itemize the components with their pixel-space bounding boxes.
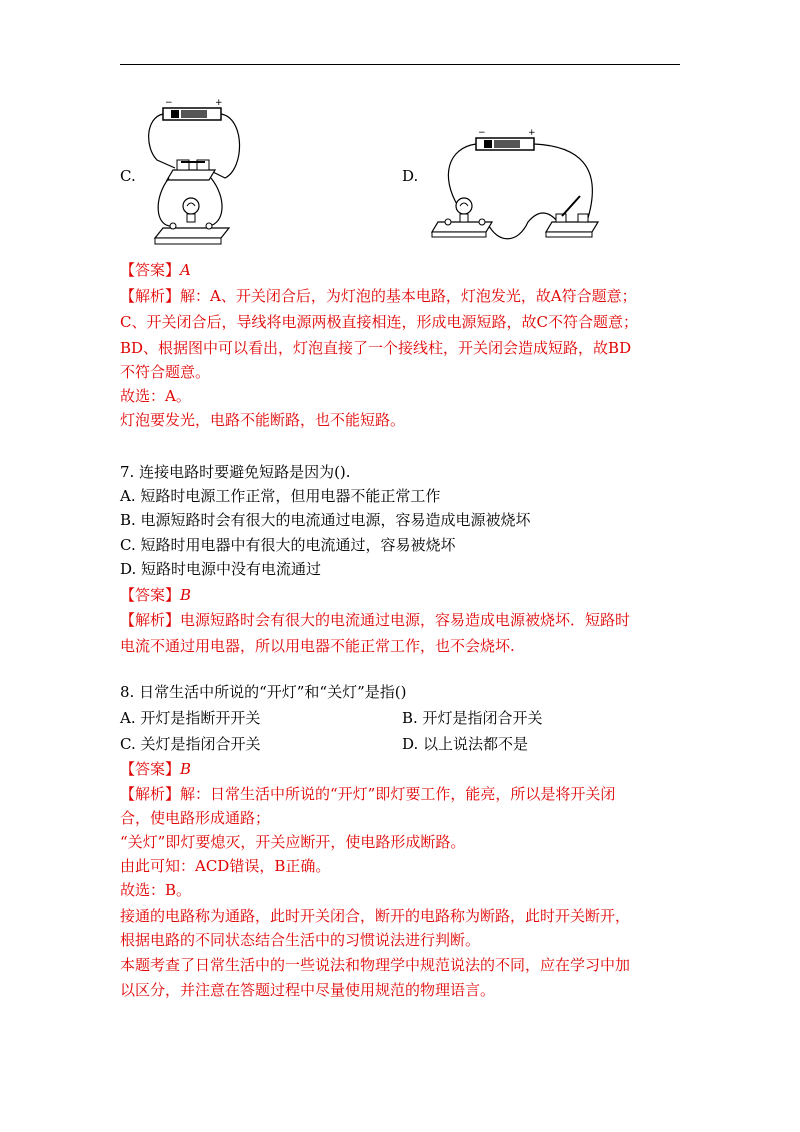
header-rule [120,64,680,65]
q8-analysis-line-1: 【解析】解：日常生活中所说的“开灯”即灯要工作，能亮，所以是将开关闭 [120,785,616,803]
q8-analysis-line-9: 以区分，并注意在答题过程中尽量使用规范的物理语言。 [120,981,496,999]
q7-option-d: D. 短路时电源中没有电流通过 [120,560,322,578]
q7-answer: 【答案】B [120,586,192,604]
circuit-figure-d [428,126,608,244]
q8-analysis-line-3: “关灯”即灯要熄灭，开关应断开，使电路形成断路。 [120,833,466,851]
q6-analysis-line-1: 【解析】解：A、开关闭合后，为灯泡的基本电路，灯泡发光，故A符合题意； [120,287,637,305]
q8-analysis-line-4: 由此可知：ACD错误，B正确。 [120,857,331,875]
q7-option-b: B. 电源短路时会有很大的电流通过电源，容易造成电源被烧坏 [120,511,531,529]
q7-option-c: C. 短路时用电器中有很大的电流通过，容易被烧坏 [120,536,456,554]
q8-option-c: C. 关灯是指闭合开关 [120,735,261,753]
q6-answer: 【答案】A [120,261,191,279]
q8-analysis-line-8: 本题考查了日常生活中的一些说法和物理学中规范说法的不同，应在学习中加 [120,956,631,974]
q8-option-b: B. 开灯是指闭合开关 [402,709,543,727]
q8-stem: 8. 日常生活中所说的“开灯”和“关灯”是指() [120,683,407,701]
q8-option-a: A. 开灯是指断开开关 [120,709,261,727]
q8-analysis-line-6: 接通的电路称为通路，此时开关闭合，断开的电路称为断路，此时开关断开， [120,907,631,925]
svg-text:−: − [478,128,486,138]
q6-analysis-line-3: BD、根据图中可以看出，灯泡直接了一个接线柱，开关闭会造成短路，故BD [120,339,632,357]
q6-note: 灯泡要发光，电路不能断路，也不能短路。 [120,411,406,429]
q8-analysis-line-2: 合，使电路形成通路； [120,809,271,827]
svg-text:+: + [215,98,223,108]
figure-c-label: C. [120,167,136,185]
q6-select: 故选：A。 [120,387,191,405]
svg-text:−: − [165,98,173,108]
q8-answer: 【答案】B [120,760,192,778]
q7-analysis-line-1: 【解析】电源短路时会有很大的电流通过电源，容易造成电源被烧坏．短路时 [120,611,631,629]
q6-analysis-line-4: 不符合题意。 [120,363,211,381]
q8-analysis-line-7: 根据电路的不同状态结合生活中的习惯说法进行判断。 [120,931,481,949]
q8-analysis-line-5: 故选：B。 [120,881,192,899]
q8-option-d: D. 以上说法都不是 [402,735,529,753]
svg-text:+: + [528,128,536,138]
q7-analysis-line-2: 电流不通过用电器，所以用电器不能正常工作，也不会烧坏. [120,637,515,655]
q6-analysis-line-2: C、开关闭合后，导线将电源两极直接相连，形成电源短路，故C不符合题意； [120,313,638,331]
q7-option-a: A. 短路时电源工作正常，但用电器不能正常工作 [120,487,441,505]
circuit-figure-c [145,98,245,248]
figure-d-label: D. [402,167,419,185]
q7-stem: 7. 连接电路时要避免短路是因为(). [120,463,351,481]
